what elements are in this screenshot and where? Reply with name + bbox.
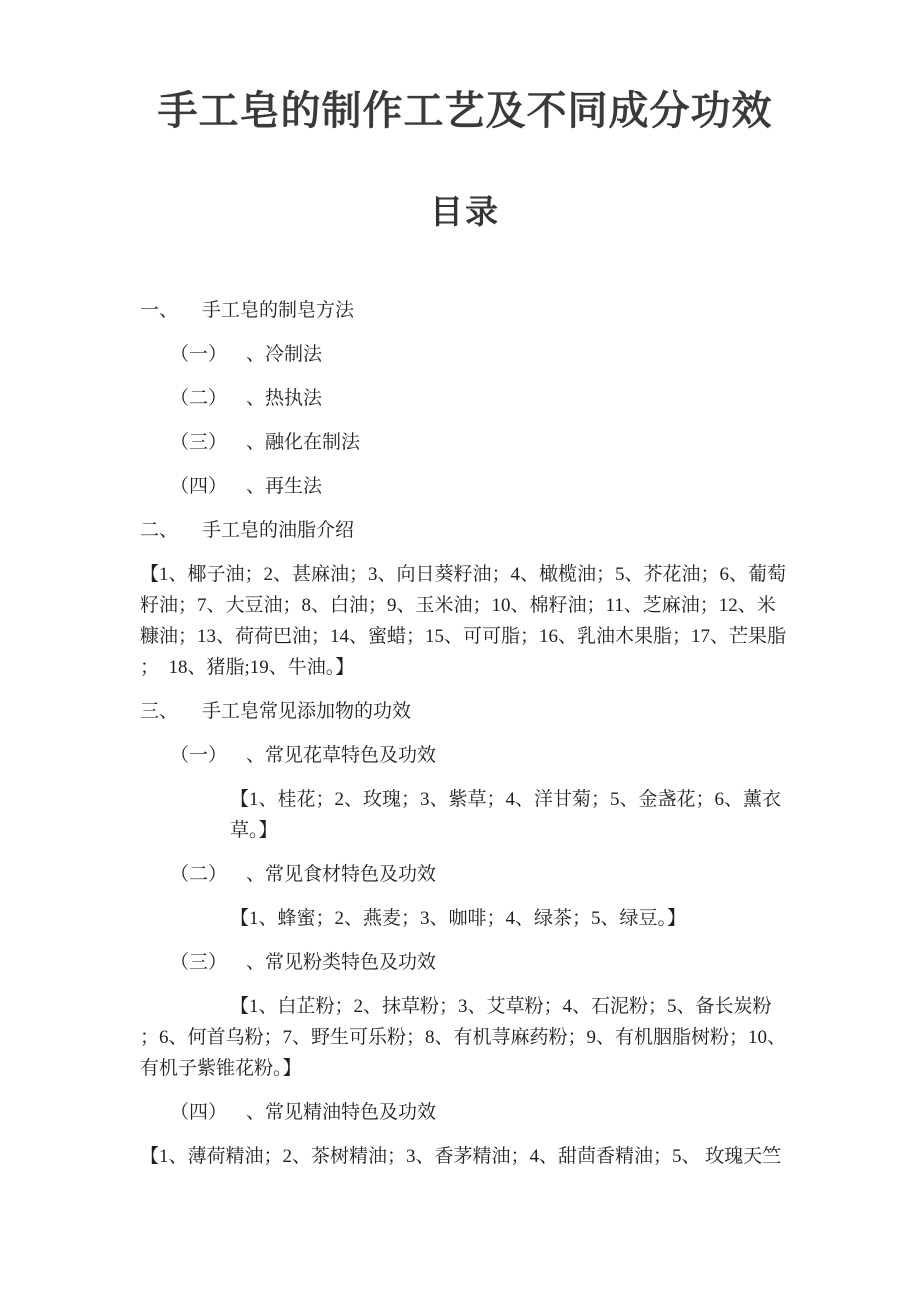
toc-item-number: 一、 (140, 299, 179, 321)
toc-item-additives (140, 696, 790, 727)
toc-item-herbs (140, 740, 790, 771)
toc-item-number: （二） (170, 387, 228, 409)
toc-paragraph-herbs-list: 【1、桂花；2、玫瑰；3、紫草；4、洋甘菊；5、金盏花；6、薰衣草。】 (230, 788, 782, 841)
toc-item-number: （一） (170, 343, 228, 365)
toc-paragraph-food-list: 【1、蜂蜜；2、燕麦；3、咖啡；4、绿茶；5、绿豆。】 (230, 907, 687, 929)
toc-heading: 目录 (430, 195, 500, 231)
toc-item-label: 、常见精油特色及功效 (246, 1101, 437, 1123)
toc-item-label: 、热执法 (246, 387, 323, 409)
toc-item-soap-methods (140, 295, 790, 326)
toc-item-hot-process (140, 383, 790, 414)
toc-paragraph-essential-oils-list: 【1、薄荷精油；2、茶树精油；3、香茅精油；4、甜茴香精油；5、 玫瑰天竺 (140, 1145, 782, 1167)
toc-item-cold-process (140, 339, 790, 370)
toc-item-label: 、常见花草特色及功效 (246, 744, 437, 766)
toc-item-label: 手工皂的油脂介绍 (202, 519, 355, 541)
toc-paragraph-powders-list: 【1、白芷粉；2、抹草粉；3、艾草粉；4、石泥粉；5、备长炭粉；6、何首乌粉；7、野生可乐粉；8、有机荨麻药粉；9、有机胭脂树粉；10、有机子紫锥花粉。】 (140, 995, 787, 1079)
toc-item-powders (140, 947, 790, 978)
toc-item-rebatch (140, 471, 790, 502)
toc-item-essential-oils (140, 1097, 790, 1128)
toc-item-number: （一） (170, 744, 228, 766)
table-of-contents (140, 295, 790, 1172)
toc-item-label: 、融化在制法 (246, 431, 361, 453)
toc-item-label: 、再生法 (246, 475, 323, 497)
toc-item-oils-intro (140, 515, 790, 546)
toc-item-number: （四） (170, 475, 228, 497)
toc-item-label: 、冷制法 (246, 343, 323, 365)
toc-item-label: 、常见粉类特色及功效 (246, 951, 437, 973)
toc-item-number: 二、 (140, 519, 179, 541)
toc-item-number: 三、 (140, 700, 179, 722)
toc-item-label: 手工皂的制皂方法 (202, 299, 355, 321)
toc-paragraph-oils-list: 【1、椰子油；2、甚麻油；3、向日葵籽油；4、橄榄油；5、芥花油；6、葡萄籽油；7、大豆油；8、白油；9、玉米油；10、棉籽油；11、芝麻油；12、米糠油；13、荷荷巴油；14、蜜蜡；15、可可脂；16、乳油木果脂；17、芒果脂； 18、猪脂;19、牛油。】 (140, 563, 787, 678)
document-title: 手工皂的制作工艺及不同成分功效 (157, 88, 773, 133)
toc-item-label: 、常见食材特色及功效 (246, 863, 437, 885)
toc-item-number: （三） (170, 431, 228, 453)
toc-item-number: （二） (170, 863, 228, 885)
toc-item-number: （四） (170, 1101, 228, 1123)
toc-item-melt-and-pour (140, 427, 790, 458)
toc-item-label: 手工皂常见添加物的功效 (202, 700, 412, 722)
toc-item-food-ingredients (140, 859, 790, 890)
toc-item-number: （三） (170, 951, 228, 973)
